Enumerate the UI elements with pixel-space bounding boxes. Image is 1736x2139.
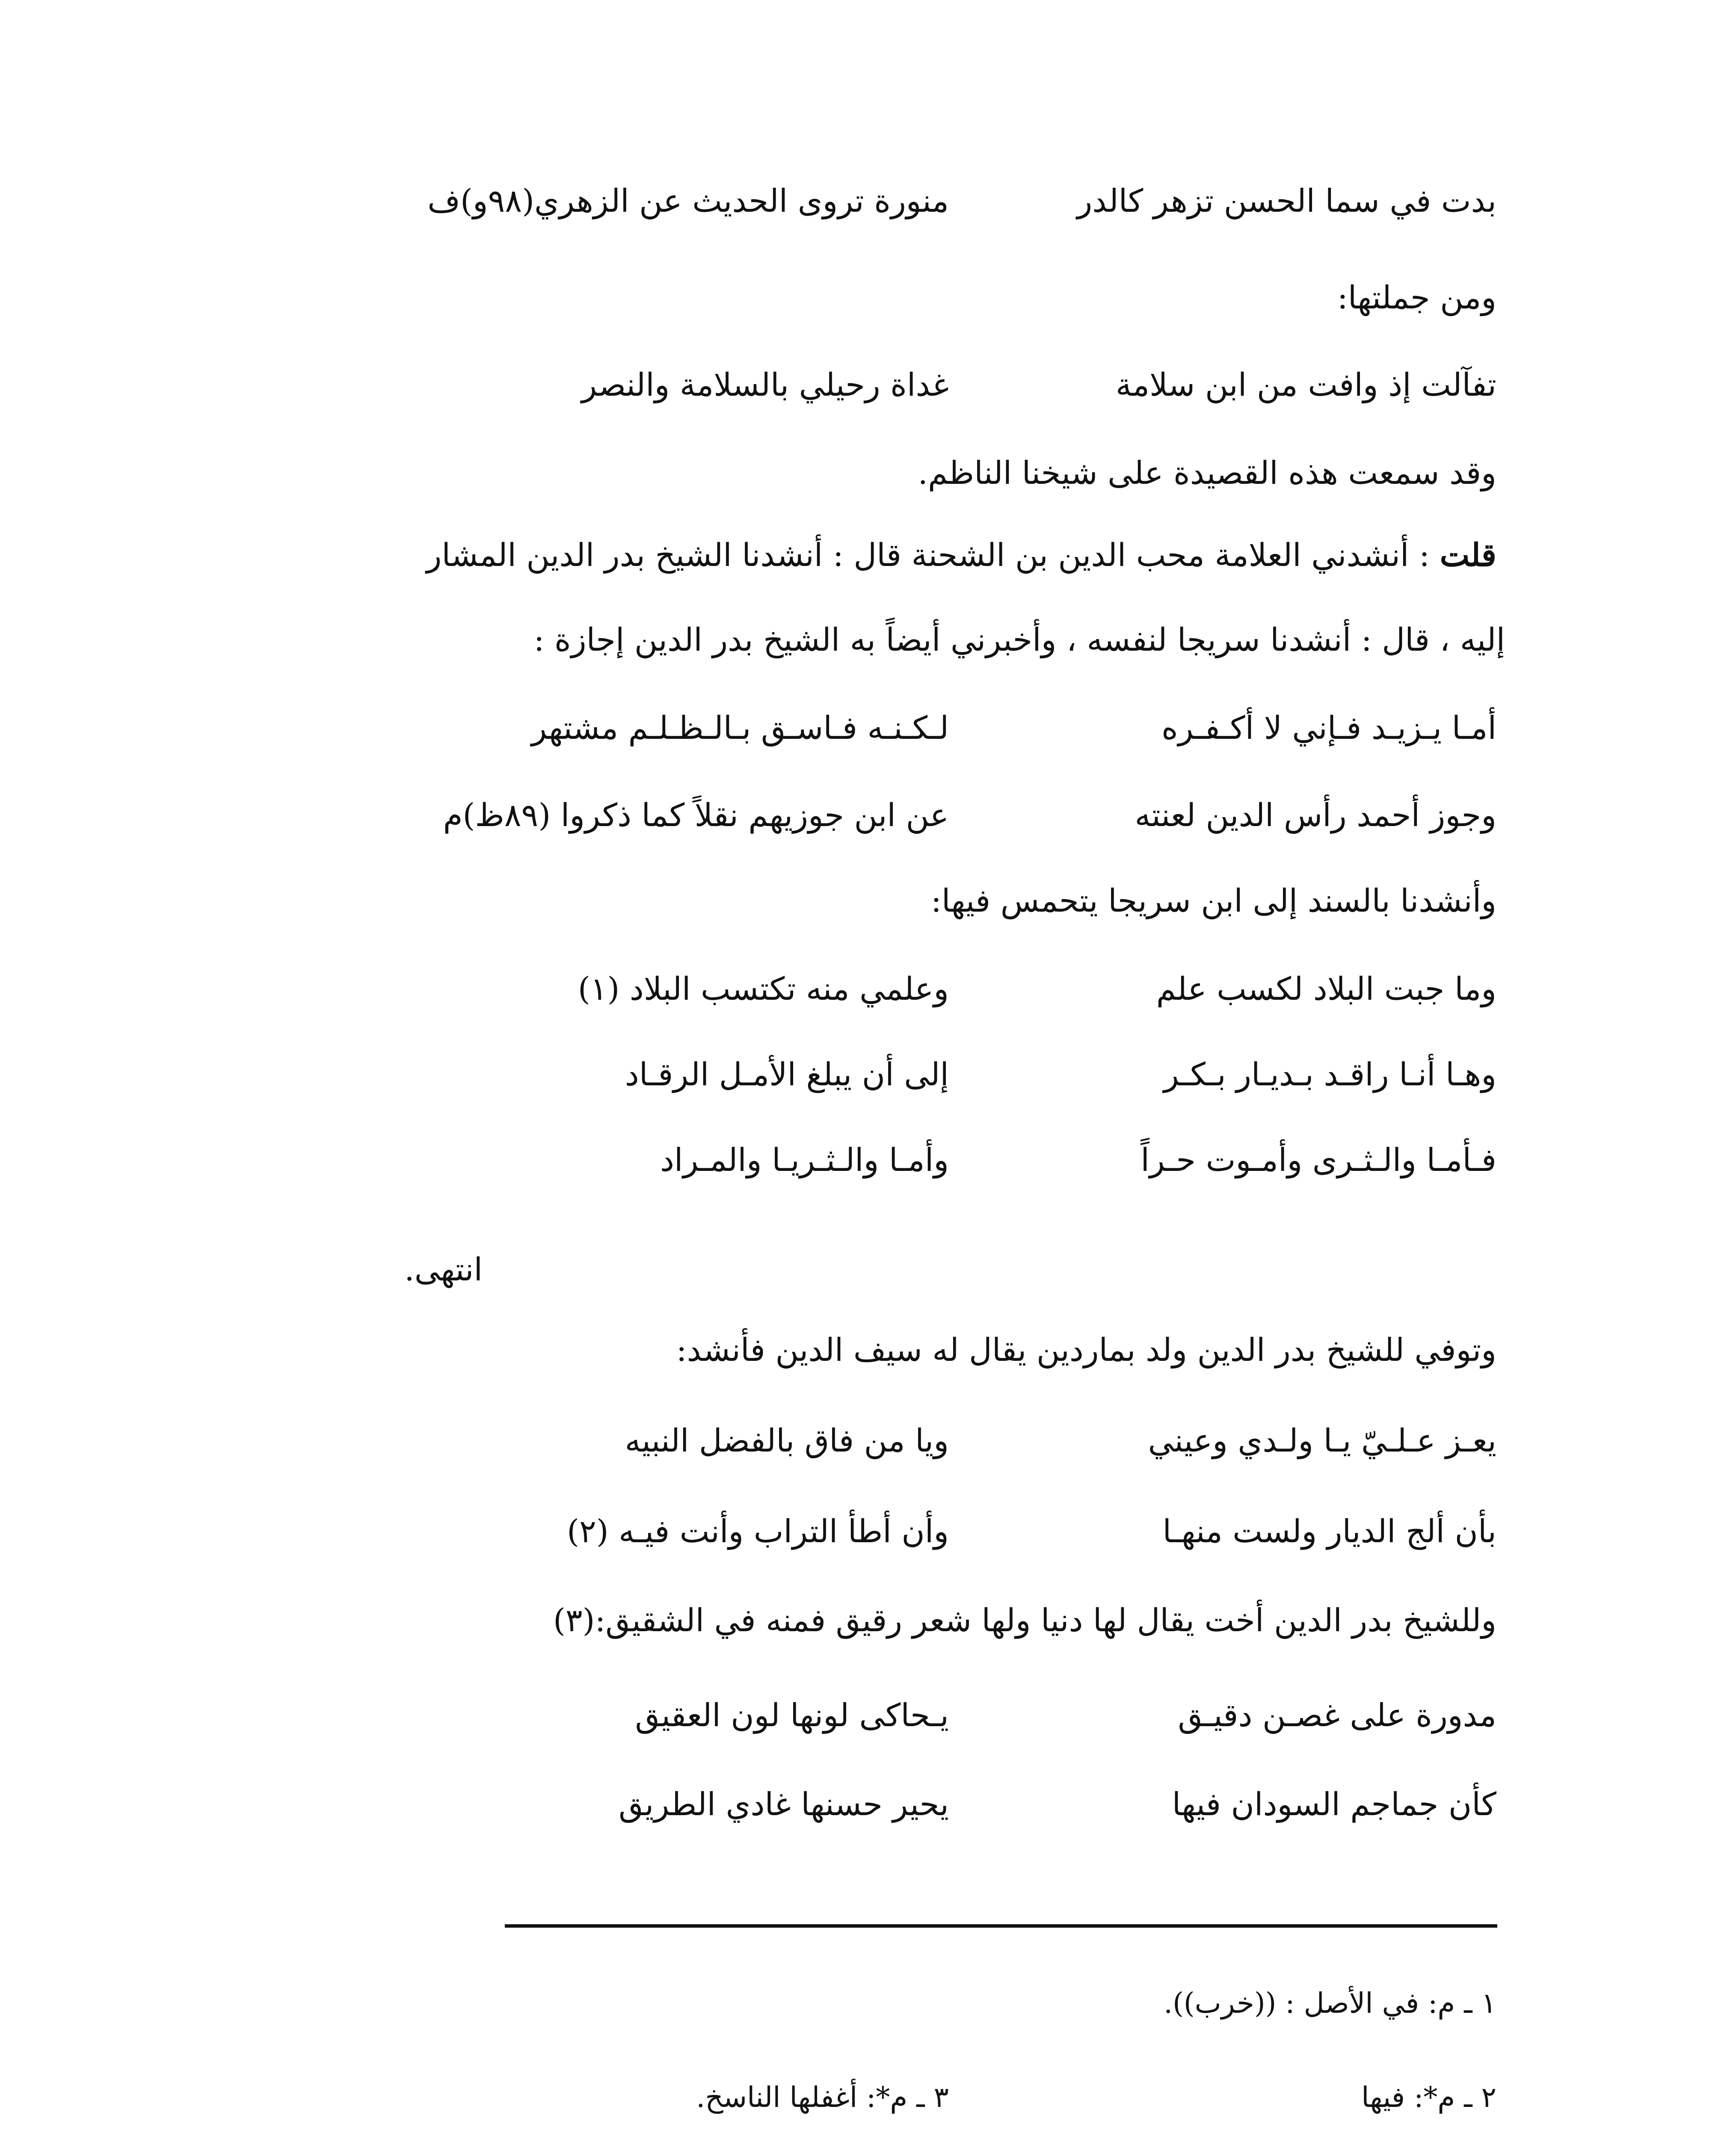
prose-line: [427, 535, 1496, 576]
prose-line: ومن جملتها:: [1337, 279, 1496, 316]
verse-first-hemistich: وهـا أنـا راقـد بـديـار بـكـر: [1164, 1056, 1496, 1093]
verse-line: [213, 1783, 1496, 1826]
footnote: ١ ـ م: في الأصل : ((خرب)).: [1164, 1987, 1496, 2020]
verse-line: [213, 1419, 1496, 1462]
verse-line: [213, 364, 1496, 406]
verse-line: [213, 707, 1496, 750]
verse-first-hemistich: مدورة على غصـن دقيـق: [1178, 1697, 1496, 1734]
verse-second-hemistich: يـحاكى لونها لون العقيق: [635, 1697, 949, 1734]
footnote: ٣ ـ م*: أغفلها الناسخ.: [696, 2081, 949, 2114]
verse-second-hemistich: وأن أطأ التراب وأنت فيـه (٢): [567, 1513, 949, 1550]
prose-line: إليه ، قال : أنشدنا سريجا لنفسه ، وأخبرني أيضاً به الشيخ بدر الدين إجازة :: [533, 622, 1505, 658]
verse-line: [213, 968, 1496, 1010]
verse-line: [213, 1053, 1496, 1096]
verse-line: [213, 794, 1496, 837]
footnote-divider: [505, 1924, 1497, 1928]
verse-line: [213, 1694, 1496, 1737]
verse-second-hemistich: عن ابن جوزيهم نقلاً كما ذكروا (٨٩ظ)م: [443, 797, 949, 834]
verse-second-hemistich: غداة رحيلي بالسلامة والنصر: [581, 367, 949, 403]
verse-first-hemistich: كأن جماجم السودان فيها: [1172, 1786, 1496, 1823]
verse-first-hemistich: فـأمـا والـثـرى وأمـوت حـراً: [1141, 1142, 1496, 1179]
prose-line: وللشيخ بدر الدين أخت يقال لها دنيا ولها شعر رقيق فمنه في الشقيق:(٣): [553, 1602, 1496, 1639]
verse-second-hemistich: ويا من فاق بالفضل النبيه: [625, 1422, 949, 1459]
prose-text: : أنشدني العلامة محب الدين بن الشحنة قال : أنشدنا الشيخ بدر الدين المشار: [426, 537, 1440, 574]
verse-second-hemistich: يحير حسنها غادي الطريق: [619, 1786, 949, 1823]
verse-second-hemistich: لـكـنـه فـاسـق بـالـظـلـم مشتهر: [531, 710, 949, 747]
verse-first-hemistich: يعـز عـلـيّ يـا ولـدي وعيني: [1148, 1422, 1496, 1459]
verse-first-hemistich: وما جبت البلاد لكسب علم: [1156, 971, 1496, 1007]
verse-line: [213, 1510, 1496, 1553]
verse-second-hemistich: إلى أن يبلغ الأمـل الرقـاد: [625, 1056, 949, 1093]
verse-second-hemistich: منورة تروى الحديث عن الزهري(٩٨و)ف: [427, 183, 949, 219]
verse-first-hemistich: أمـا يـزيـد فـإني لا أكـفـره: [1161, 710, 1496, 747]
prose-line: وتوفي للشيخ بدر الدين ولد بماردين يقال له سيف الدين فأنشد:: [676, 1332, 1496, 1369]
verse-first-hemistich: تفآلت إذ وافت من ابن سلامة: [1115, 367, 1496, 403]
verse-first-hemistich: وجوز أحمد رأس الدين لعنته: [1135, 797, 1496, 834]
verse-first-hemistich: بأن ألج الديار ولست منهـا: [1162, 1513, 1496, 1550]
verse-second-hemistich: وأمـا والـثـريـا والمـراد: [660, 1142, 949, 1179]
qultu-keyword: قلت: [1440, 537, 1496, 574]
prose-line: وأنشدنا بالسند إلى ابن سريجا يتحمس فيها:: [930, 883, 1496, 919]
footnote: ٢ ـ م*: فيها: [1361, 2081, 1496, 2114]
prose-line: انتهى.: [404, 1251, 483, 1288]
prose-line: وقد سمعت هذه القصيدة على شيخنا الناظم.: [918, 455, 1496, 492]
verse-second-hemistich: وعلمي منه تكتسب البلاد (١): [578, 971, 949, 1007]
verse-first-hemistich: بدت في سما الحسن تزهر كالدر: [1077, 183, 1496, 219]
verse-line: [213, 1139, 1496, 1182]
verse-line: [213, 180, 1496, 222]
